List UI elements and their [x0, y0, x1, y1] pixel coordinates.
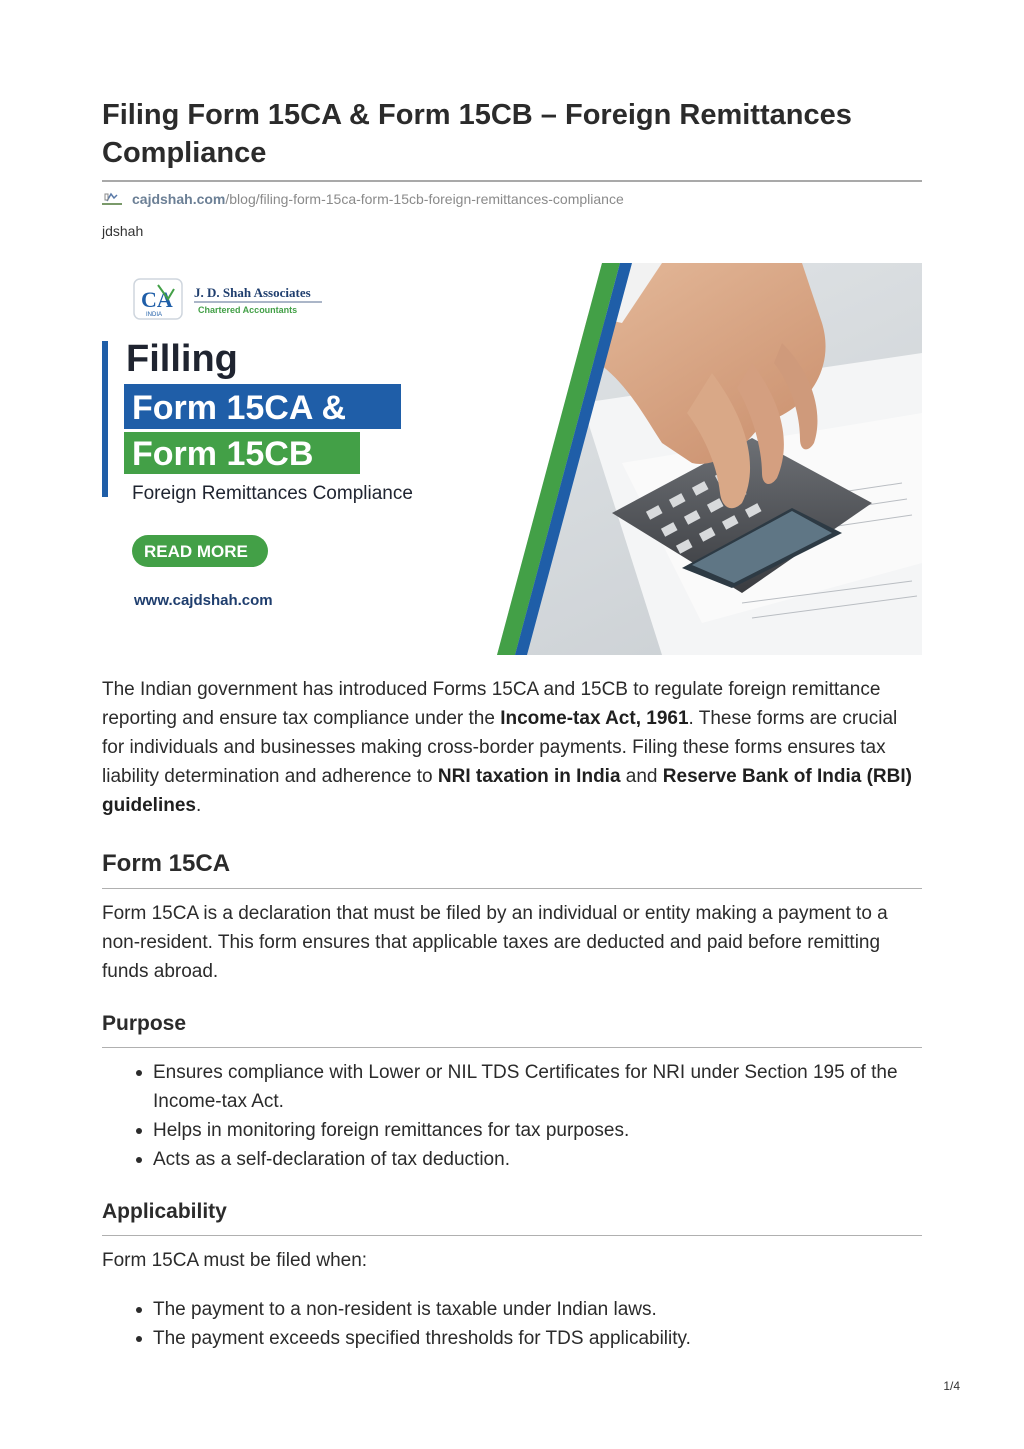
- applicability-heading: Applicability: [102, 1200, 227, 1223]
- read-more-label: READ MORE: [144, 542, 248, 561]
- nri-taxation-highlight: NRI taxation in India: [437, 766, 621, 787]
- banner-line-1: Filling: [126, 338, 238, 380]
- purpose-heading: Purpose: [102, 1012, 187, 1035]
- logo-sub: INDIA: [146, 312, 163, 318]
- author-name: jdshah: [102, 223, 144, 239]
- banner-line-4: Foreign Remittances Compliance: [132, 483, 413, 504]
- title-divider: [102, 180, 922, 182]
- firm-subtitle: Chartered Accountants: [198, 305, 298, 315]
- list-item: The payment exceeds specified thresholds for TDS applicability.: [153, 1324, 922, 1353]
- form15ca-description: Form 15CA is a declaration that must be filed by an individual or entity making a payment to a non-resident. This form ensures that applicable taxes are deducted and paid before remitting funds abroad.: [102, 903, 888, 982]
- hero-banner-graphic: [102, 263, 922, 655]
- article-title: Filing Form 15CA & Form 15CB – Foreign Remittances Compliance: [102, 99, 852, 169]
- applicability-divider: [102, 1235, 922, 1236]
- firm-name: J. D. Shah Associates: [194, 285, 311, 300]
- applicability-list: [153, 1295, 922, 1353]
- intro-paragraph: The Indian government has introduced Forms 15CA and 15CB to regulate foreign remittance reporting and ensure tax compliance under the Income-tax Act, 1961. These forms are crucial for individuals and businesses making cross-border payments. Filing these forms ensures tax liability determination and adherence to NRI taxation in India and Reserve Bank of India (RBI) guidelines.: [102, 679, 912, 816]
- banner-line-2: Form 15CA &: [132, 389, 347, 427]
- source-path[interactable]: /blog/filing-form-15ca-form-15cb-foreign-remittances-compliance: [225, 191, 624, 207]
- site-favicon-icon: [102, 192, 122, 206]
- form15ca-heading: Form 15CA: [102, 850, 231, 877]
- page-number: 1/4: [943, 1379, 960, 1393]
- banner-line-3: Form 15CB: [132, 435, 314, 473]
- logo-mark: CA: [141, 287, 173, 312]
- source-link[interactable]: [102, 191, 624, 207]
- banner-url: www.cajdshah.com: [134, 592, 273, 609]
- list-item: Ensures compliance with Lower or NIL TDS Certificates for NRI under Section 195 of the Income-tax Act.: [153, 1058, 922, 1116]
- rbi-guidelines-highlight: Reserve Bank of India (RBI) guidelines: [102, 766, 912, 816]
- hero-banner[interactable]: [102, 263, 922, 655]
- form15ca-divider: [102, 888, 922, 889]
- purpose-divider: [102, 1047, 922, 1048]
- list-item: Helps in monitoring foreign remittances for tax purposes.: [153, 1116, 922, 1145]
- left-accent-bar: [102, 341, 108, 497]
- purpose-list: [153, 1058, 922, 1174]
- applicability-lead: Form 15CA must be filed when:: [102, 1250, 368, 1271]
- list-item: Acts as a self-declaration of tax deduction.: [153, 1145, 922, 1174]
- firm-logo: [134, 279, 322, 319]
- source-domain[interactable]: cajdshah.com: [132, 191, 226, 207]
- list-item: The payment to a non-resident is taxable under Indian laws.: [153, 1295, 922, 1324]
- income-tax-act-highlight: Income-tax Act, 1961: [500, 708, 689, 729]
